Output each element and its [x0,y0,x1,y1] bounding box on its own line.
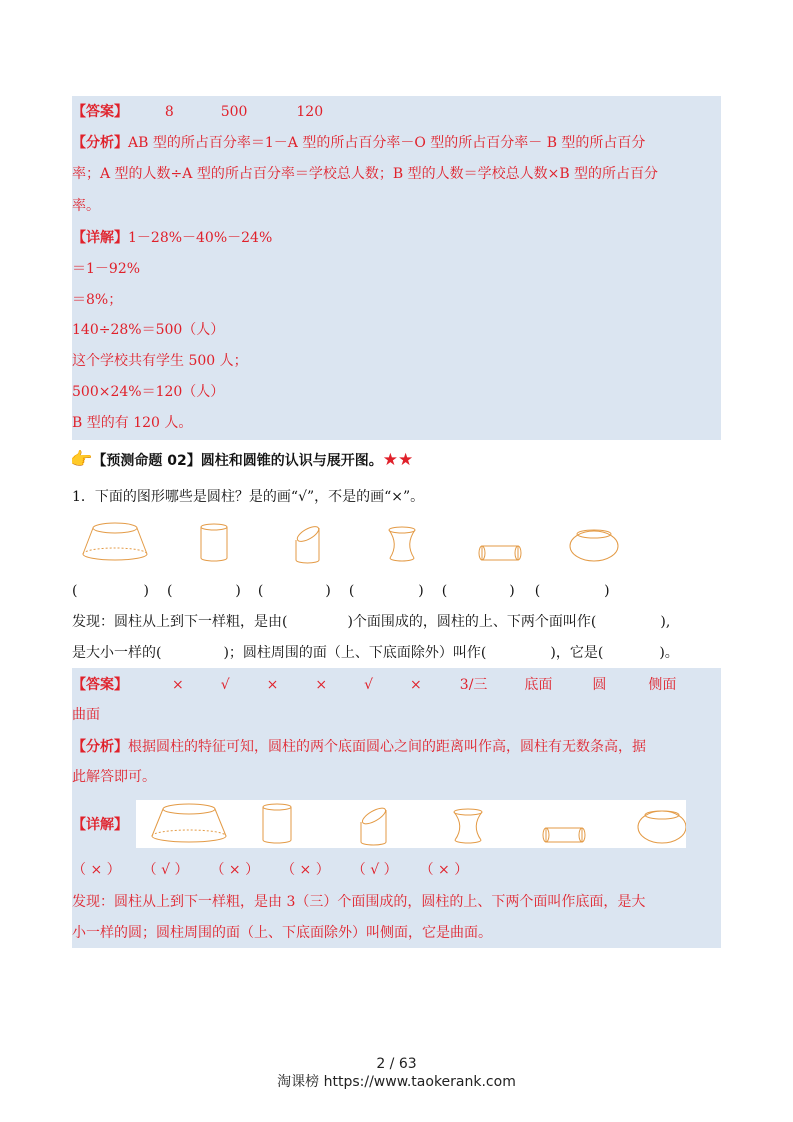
mark: （ √ ） [351,862,398,878]
bracket: ( [348,583,355,599]
answer-value: √ [220,677,230,693]
mark: （ × ） [281,862,330,878]
mark: （ × ） [419,862,469,878]
answer-value: √ [364,677,374,693]
analysis-label: 【分析】 [72,135,128,151]
answer-label: 【答案】 [72,104,128,120]
analysis-line: 率。 [72,198,100,214]
discover-line-1 [72,612,670,632]
answer-line-2 [72,675,676,695]
answer-value: 500 [220,104,248,120]
detail-line [72,228,272,248]
barrel-shape [570,530,618,561]
detail-line: ＝1－92% [72,261,141,277]
frustum-shape [152,804,226,842]
discover-text: )，它是( [550,645,604,661]
bracket: ) [604,583,610,599]
bracket: ) [235,583,241,599]
answer-line-1 [72,102,323,122]
hourglass-shape [389,527,415,561]
detail-marks-row [72,860,468,880]
answer-label: 【答案】 [72,677,128,693]
slanted-cylinder-shape [360,805,388,845]
discover-text: )；圆柱周围的面（上、下底面除外）叫作( [223,645,487,661]
page-number: 2 / 63 [376,1056,417,1072]
barrel-shape [638,811,686,843]
detail-line: 这个学校共有学生 500 人； [72,353,248,369]
bracket: ( [72,583,78,599]
section-heading [70,450,413,471]
analysis-line [72,737,646,757]
answer-value: × [410,677,422,693]
analysis-label: 【分析】 [72,739,128,755]
bracket: ( [534,583,541,599]
detail-line: B 型的有 120 人。 [72,415,193,431]
answer-value: × [266,677,279,693]
analysis-line: 率；A 型的人数÷A 型的所占百分率＝学校总人数；B 型的人数＝学校总人数×B 型的所占百分 [72,166,659,182]
detail-line: 小一样的圆；圆柱周围的面（上、下底面除外）叫侧面，它是曲面。 [72,925,492,941]
mark: （ √ ） [142,862,189,878]
question-shapes [72,520,721,580]
mark: （ × ） [210,862,260,878]
bracket: ( [441,583,448,599]
discover-line-2 [72,643,679,663]
answer-value: 侧面 [648,677,677,693]
answer-value: 底面 [524,677,553,693]
bracket: ) [325,583,331,599]
cylinder-shape [263,804,291,843]
answer-value: 3/三 [459,677,488,693]
bracket: ) [143,583,149,599]
answer-value: × [315,677,328,693]
footer-site: 淘课榜 https://www.taokerank.com [277,1074,516,1090]
bracket: ( [257,583,264,599]
section-title: 【预测命题 02】圆柱和圆锥的认识与展开图。 [92,453,383,469]
discover-text: )个面围成的，圆柱的上、下两个面叫作( [347,614,597,630]
discover-text: 是大小一样的( [72,645,162,661]
analysis-text: AB 型的所占百分率＝1－A 型的所占百分率－O 型的所占百分率－ B 型的所占百分 [128,135,646,151]
slanted-cylinder-shape [295,524,321,563]
answer-wrap: 曲面 [72,707,100,723]
bracket-row [72,581,610,601]
mark: （ × ） [72,862,121,878]
detail-shapes [136,800,686,848]
lying-cylinder-shape [479,546,521,560]
question-text: 1．下面的图形哪些是圆柱？是的画“√”，不是的画“×”。 [72,489,425,505]
frustum-shape [83,523,147,560]
pointing-hand-icon: 👉 [70,449,93,470]
bracket: ( [166,583,173,599]
answer-value: 120 [296,104,324,120]
analysis-text: 根据圆柱的特征可知，圆柱的两个底面圆心之间的距离叫作高，圆柱有无数条高，据 [128,739,646,755]
detail-label: 【详解】 [72,817,128,833]
answer-value: × [172,677,184,693]
detail-text: 1－28%－40%－24% [128,230,273,246]
lying-cylinder-shape [543,828,585,842]
detail-line: 发现：圆柱从上到下一样粗，是由 3（三）个面围成的，圆柱的上、下两个面叫作底面，是大 [72,894,646,910]
answer-value: 圆 [592,677,607,693]
answer-value: 8 [164,104,174,120]
discover-text: )。 [659,645,679,661]
detail-line: 500×24%＝120（人） [72,384,225,400]
cylinder-shape [201,524,227,561]
bracket: ) [509,583,515,599]
detail-line: 140÷28%＝500（人） [72,322,225,338]
analysis-line [72,133,645,153]
detail-label: 【详解】 [72,230,128,246]
analysis-line: 此解答即可。 [72,769,156,785]
bracket: ) [418,583,424,599]
hourglass-shape [454,809,482,843]
discover-text: 发现：圆柱从上到下一样粗，是由( [72,614,288,630]
detail-line: ＝8%； [72,292,123,308]
discover-text: ), [660,614,671,630]
star-rating: ★★ [382,450,414,470]
